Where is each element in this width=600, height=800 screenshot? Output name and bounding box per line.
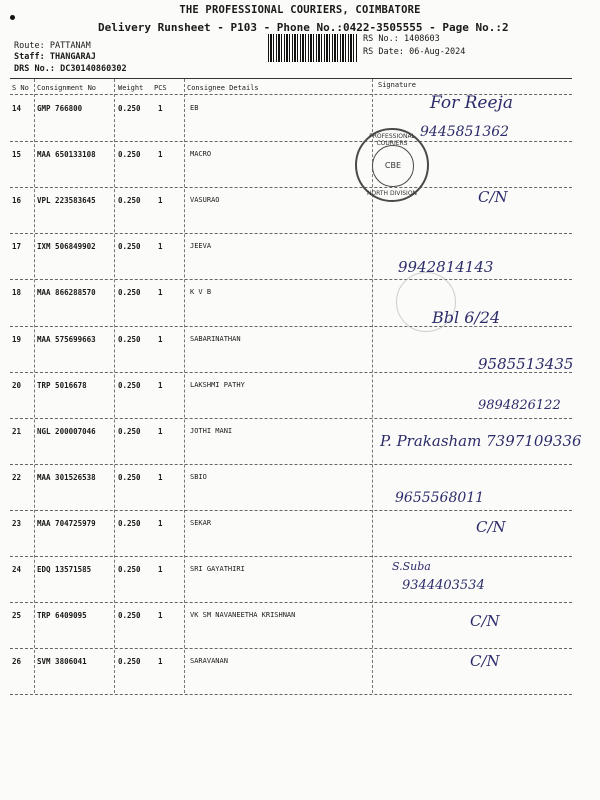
rs-no-line — [363, 34, 440, 44]
rs-date-label: RS Date: — [363, 47, 404, 57]
barcode — [268, 34, 358, 62]
cell-consignment: GMP 766800 — [37, 104, 83, 113]
signature-14b: 9445851362 — [420, 124, 510, 140]
cell-name: JEEVA — [190, 242, 212, 250]
cell-consignment: VPL 223583645 — [37, 196, 96, 205]
cell-consignment: EDQ 13571585 — [37, 565, 92, 574]
cell-name: EB — [190, 104, 199, 112]
cell-sno: 17 — [12, 242, 22, 251]
cell-pcs: 1 — [158, 657, 163, 666]
cell-consignment: MAA 575699663 — [37, 335, 96, 344]
cell-sno: 25 — [12, 611, 22, 620]
cell-pcs: 1 — [158, 519, 163, 528]
rs-date-value: 06-Aug-2024 — [409, 47, 466, 57]
cell-name: SBIO — [190, 473, 207, 481]
cell-name: SARAVANAN — [190, 657, 228, 665]
stamp-center: CBE — [372, 145, 413, 186]
cell-consignment: TRP 6409095 — [37, 611, 87, 620]
row-divider — [10, 279, 572, 280]
col-header-sno: S No — [12, 84, 29, 92]
rs-no-value: 1408603 — [403, 34, 440, 44]
col-header-consignment: Consignment No — [37, 84, 97, 92]
cell-name: MACRO — [190, 150, 212, 158]
rs-date-line — [363, 47, 465, 57]
signature-14a: For Reeja — [430, 93, 513, 113]
row-divider — [10, 141, 572, 142]
cell-sno: 19 — [12, 335, 22, 344]
cell-weight: 0.250 — [118, 565, 141, 574]
company-title: THE PROFESSIONAL COURIERS, COIMBATORE — [179, 4, 421, 16]
cell-weight: 0.250 — [118, 611, 141, 620]
cell-consignment: MAA 650133108 — [37, 150, 96, 159]
cell-pcs: 1 — [158, 473, 163, 482]
signature-23: C/N — [476, 518, 506, 536]
cell-name: SABARINATHAN — [190, 335, 241, 343]
cell-name: K V B — [190, 288, 212, 296]
cell-sno: 15 — [12, 150, 22, 159]
cell-weight: 0.250 — [118, 381, 141, 390]
signature-25: C/N — [470, 612, 500, 630]
cell-weight: 0.250 — [118, 196, 141, 205]
cell-sno: 26 — [12, 657, 22, 666]
signature-22: 9655568011 — [395, 490, 485, 506]
cell-name: SRI GAYATHIRI — [190, 565, 245, 573]
cell-name: SEKAR — [190, 519, 212, 527]
drs-line — [14, 64, 127, 74]
signature-17: 9942814143 — [398, 258, 494, 276]
table-top-border — [10, 78, 572, 79]
cell-sno: 18 — [12, 288, 22, 297]
row-divider — [10, 556, 572, 557]
staff-label: Staff: — [14, 52, 45, 62]
row-divider — [10, 418, 572, 419]
cell-weight: 0.250 — [118, 150, 141, 159]
cell-pcs: 1 — [158, 242, 163, 251]
cell-pcs: 1 — [158, 150, 163, 159]
staff-line — [14, 52, 96, 62]
column-divider — [184, 79, 185, 693]
cell-pcs: 1 — [158, 335, 163, 344]
drs-value: DC30140860302 — [60, 64, 127, 74]
cell-weight: 0.250 — [118, 104, 141, 113]
row-divider — [10, 510, 572, 511]
cell-sno: 16 — [12, 196, 22, 205]
signature-21: P. Prakasham 7397109336 — [380, 432, 582, 450]
cell-weight: 0.250 — [118, 519, 141, 528]
route-line — [14, 41, 91, 51]
cell-weight: 0.250 — [118, 335, 141, 344]
cell-name: JOTHI MANI — [190, 427, 233, 435]
division-stamp — [355, 128, 429, 202]
cell-consignment: MAA 301526538 — [37, 473, 96, 482]
cell-consignment: IXM 506849902 — [37, 242, 96, 251]
row-divider — [10, 648, 572, 649]
col-header-pcs: PCS — [154, 84, 167, 92]
row-divider — [10, 233, 572, 234]
cell-sno: 14 — [12, 104, 22, 113]
route-value: PATTANAM — [49, 41, 91, 51]
rs-no-label: RS No.: — [363, 34, 399, 44]
cell-consignment: SVM 3806041 — [37, 657, 87, 666]
cell-name: VK SM NAVANEETHA KRISHNAN — [190, 611, 296, 619]
cell-consignment: MAA 704725979 — [37, 519, 96, 528]
route-label: Route: — [14, 41, 45, 51]
col-header-weight: Weight — [118, 84, 144, 92]
cell-pcs: 1 — [158, 427, 163, 436]
stamp-ring-bottom: NORTH DIVISION — [366, 190, 418, 197]
cell-sno: 22 — [12, 473, 22, 482]
cell-pcs: 1 — [158, 381, 163, 390]
cell-sno: 23 — [12, 519, 22, 528]
cell-pcs: 1 — [158, 288, 163, 297]
cell-weight: 0.250 — [118, 242, 141, 251]
cell-sno: 20 — [12, 381, 22, 390]
signature-16: C/N — [478, 188, 508, 206]
cell-pcs: 1 — [158, 611, 163, 620]
cell-weight: 0.250 — [118, 288, 141, 297]
row-divider — [10, 464, 572, 465]
cell-weight: 0.250 — [118, 657, 141, 666]
cell-pcs: 1 — [158, 196, 163, 205]
signature-18: Bbl 6/24 — [432, 308, 501, 327]
signature-26: C/N — [470, 652, 500, 670]
cell-name: LAKSHMI PATHY — [190, 381, 245, 389]
runsheet-title: Delivery Runsheet - P103 - Phone No.:0422-3505555 - Page No.:2 — [98, 21, 509, 34]
signature-24a: S.Suba — [392, 560, 431, 573]
col-header-signature: Signature — [378, 81, 416, 89]
cell-consignment: TRP 5016678 — [37, 381, 87, 390]
cell-pcs: 1 — [158, 565, 163, 574]
drs-label: DRS No.: — [14, 64, 55, 74]
cell-consignment: NGL 200007046 — [37, 427, 96, 436]
cell-sno: 21 — [12, 427, 22, 436]
cell-sno: 24 — [12, 565, 22, 574]
cell-pcs: 1 — [158, 104, 163, 113]
cell-name: VASURAO — [190, 196, 220, 204]
signature-19: 9585513435 — [478, 355, 574, 373]
cell-consignment: MAA 866288570 — [37, 288, 96, 297]
cell-weight: 0.250 — [118, 473, 141, 482]
row-divider — [10, 694, 572, 695]
staff-value: THANGARAJ — [49, 52, 96, 62]
column-divider — [114, 79, 115, 693]
col-header-details: Consignee Details — [187, 84, 259, 92]
signature-24b: 9344403534 — [402, 578, 485, 593]
cell-weight: 0.250 — [118, 427, 141, 436]
row-divider — [10, 602, 572, 603]
stamp-ring-top: PROFESSIONAL COURIERS — [369, 133, 415, 147]
signature-20: 9894826122 — [478, 398, 561, 413]
column-divider — [34, 79, 35, 693]
